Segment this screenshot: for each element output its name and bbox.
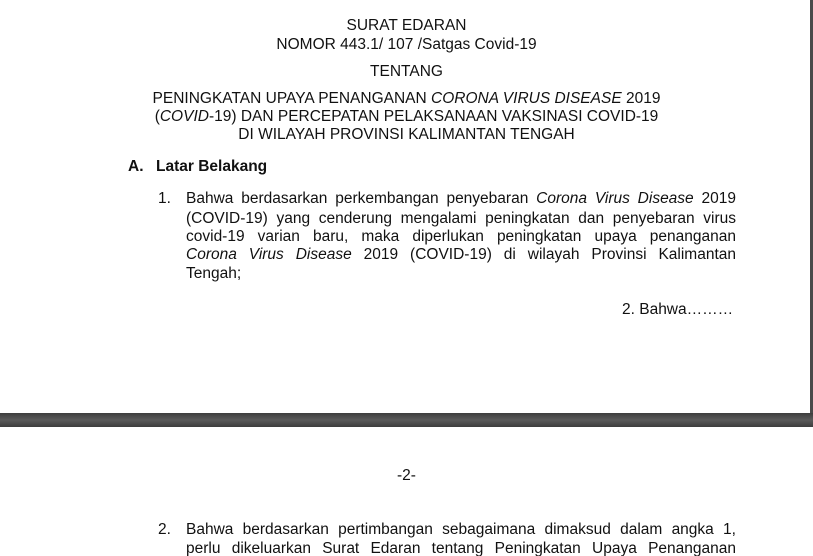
item-2-number: 2. [158,521,171,538]
subject-line-1 [0,90,813,108]
continuation-note: 2. Bahwa……… [622,301,734,318]
subject-line-2-text: -19) DAN PERCEPATAN PELAKSANAAN VAKSINASI COVID-19 [208,108,659,125]
subject-line-2 [0,108,813,126]
subject-line-2-open: ( [154,108,160,125]
subject-line-1-text: PENINGKATAN UPAYA PENANGANAN [152,90,432,107]
item-1-line-1-italic: Corona Virus Disease [536,190,694,207]
page-number: -2- [397,467,416,484]
subject-line-1-italic: CORONA VIRUS DISEASE [431,90,622,107]
subject-line-1-year: 2019 [621,90,661,107]
subject-line-2-italic: COVID [159,108,209,125]
item-1-line-1-year: 2019 [693,190,736,207]
item-1-line-1 [186,189,736,209]
item-1-line-2: (COVID-19) yang cenderung mengalami peningkatan dan penyebaran virus [186,210,736,227]
tentang-label: TENTANG [370,63,443,80]
page-separator [0,413,813,427]
item-2-line-1: Bahwa berdasarkan pertimbangan sebagaimana dimaksud dalam angka 1, [186,521,736,538]
item-1-line-4 [186,245,736,265]
item-1-line-1-text: Bahwa berdasarkan perkembangan penyebaran [186,190,537,207]
subject-line-3: DI WILAYAH PROVINSI KALIMANTAN TENGAH [238,126,575,143]
document-number: NOMOR 443.1/ 107 /Satgas Covid-19 [276,36,537,53]
section-title: Latar Belakang [156,158,268,175]
item-1-number: 1. [158,190,171,207]
item-1-line-3: covid-19 varian baru, maka diperlukan peningkatan upaya penanganan [186,228,736,245]
item-1-line-5: Tengah; [186,265,242,282]
item-1-line-4-text: 2019 (COVID-19) di wilayah Provinsi Kalimantan [351,246,736,263]
document-page-2 [0,427,813,556]
section-heading [128,158,267,176]
document-title: SURAT EDARAN [346,17,467,34]
item-2-line-2: perlu dikeluarkan Surat Edaran tentang Peningkatan Upaya Penanganan [186,540,736,556]
section-letter: A. [128,158,144,175]
item-1-line-4-italic: Corona Virus Disease [186,246,352,263]
